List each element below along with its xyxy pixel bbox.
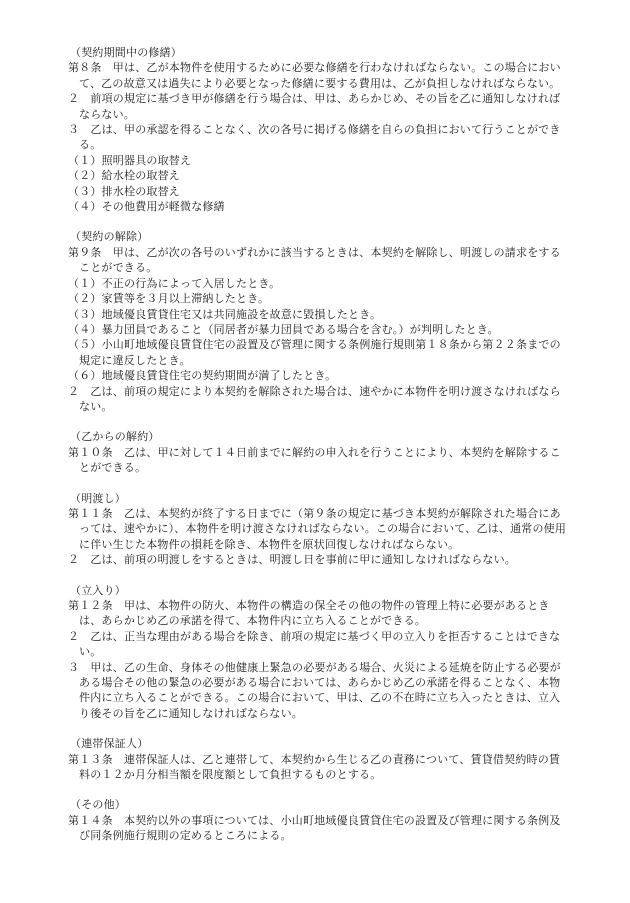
section-heading: （その他） bbox=[70, 798, 126, 812]
list-item: （２）家賃等を３月以上滞納したとき。 bbox=[68, 292, 270, 306]
article-9: 第９条 甲は、乙が次の各号のいずれかに該当するときは、本契約を解除し、明渡しの請求をすることができる。 bbox=[68, 245, 561, 275]
article-14: 第１４条 本契約以外の事項については、小山町地域優良賃貸住宅の設置及び管理に関する条例及び同条例施行規則の定めるところによる。 bbox=[68, 813, 561, 843]
article-11-paragraph-2: ２ 乙は、前項の明渡しをするときは、明渡し日を事前に甲に通知しなければならない。 bbox=[68, 553, 516, 567]
list-item: （１）不正の行為によって入居したとき。 bbox=[68, 276, 281, 290]
document-page bbox=[68, 45, 568, 859]
section-vacating bbox=[68, 491, 568, 568]
section-heading: （連帯保証人） bbox=[70, 737, 149, 751]
section-entry bbox=[68, 583, 568, 722]
list-item: （３）排水栓の取替え bbox=[68, 184, 180, 198]
article-11: 第１１条 乙は、本契約が終了する日までに（第９条の規定に基づき本契約が解除された場合にあっては、速やかに）、本物件を明け渡さなければならない。この場合において、乙は、通常の使用に伴い生じた本物件の損耗を除き、本物件を原状回復しなければならない。 bbox=[68, 506, 567, 551]
section-heading: （契約の解除） bbox=[70, 230, 149, 244]
section-repairs bbox=[68, 45, 568, 214]
article-13: 第１３条 連帯保証人は、乙と連帯して、本契約から生じる乙の責務について、賃貸借契約時の賃料の１２か月分相当額を限度額として負担するものとする。 bbox=[68, 752, 561, 782]
article-8-paragraph-3: ３ 乙は、甲の承認を得ることなく、次の各号に掲げる修繕を自らの負担において行うことができる。 bbox=[68, 123, 561, 152]
list-item: （１）照明器具の取替え bbox=[68, 153, 192, 167]
list-item: （４）その他費用が軽微な修繕 bbox=[68, 200, 225, 214]
article-12: 第１２条 甲は、本物件の防火、本物件の構造の保全その他の物件の管理上特に必要があるときは、あらかじめ乙の承諾を得て、本物件内に立ち入ることができる。 bbox=[68, 599, 550, 628]
article-12-paragraph-2: ２ 乙は、正当な理由がある場合を除き、前項の規定に基づく甲の立入りを拒否することはできない。 bbox=[68, 629, 561, 659]
article-8: 第８条 甲は、乙が本物件を使用するために必要な修繕を行わなければならない。この場合において、乙の故意又は過失により必要となった修繕に要する費用は、乙が負担しなければならない。 bbox=[68, 61, 561, 90]
section-termination bbox=[68, 229, 568, 414]
section-heading: （乙からの解約） bbox=[70, 430, 160, 444]
section-heading: （契約期間中の修繕） bbox=[70, 46, 182, 59]
section-other bbox=[68, 797, 568, 843]
list-item: （２）給水栓の取替え bbox=[68, 169, 180, 183]
article-10: 第１０条 乙は、甲に対して１４日前までに解約の申入れを行うことにより、本契約を解除することができる。 bbox=[68, 445, 561, 475]
section-guarantor bbox=[68, 736, 568, 782]
section-tenant-cancellation bbox=[68, 429, 568, 475]
article-9-paragraph-2: ２ 乙は、前項の規定により本契約を解除された場合は、速やかに本物件を明け渡さなければならない。 bbox=[68, 384, 561, 413]
list-item: （５）小山町地域優良賃貸住宅の設置及び管理に関する条例施行規則第１８条から第２２条までの規定に違反したとき。 bbox=[68, 338, 561, 367]
article-8-paragraph-2: ２ 前項の規定に基づき甲が修繕を行う場合は、甲は、あらかじめ、その旨を乙に通知しなければならない。 bbox=[68, 92, 561, 121]
article-12-paragraph-3: ３ 甲は、乙の生命、身体その他健康上緊急の必要がある場合、火災による延焼を防止する必要がある場合その他の緊急の必要がある場合においては、あらかじめ乙の承諾を得ることなく、本物件内に立ち入ることができる。この場合において、甲は、乙の不在時に立ち入ったときは、立入り後その旨を乙に通知しなければならない。 bbox=[68, 660, 561, 720]
section-heading: （明渡し） bbox=[70, 491, 126, 505]
section-heading: （立入り） bbox=[70, 583, 126, 597]
list-item: （３）地域優良賃貸住宅又は共同施設を故意に毀損したとき。 bbox=[68, 307, 382, 321]
list-item: （４）暴力団員であること（同居者が暴力団員である場合を含む。）が判明したとき。 bbox=[68, 322, 499, 336]
list-item: （６）地域優良賃貸住宅の契約期間が満了したとき。 bbox=[68, 369, 337, 383]
